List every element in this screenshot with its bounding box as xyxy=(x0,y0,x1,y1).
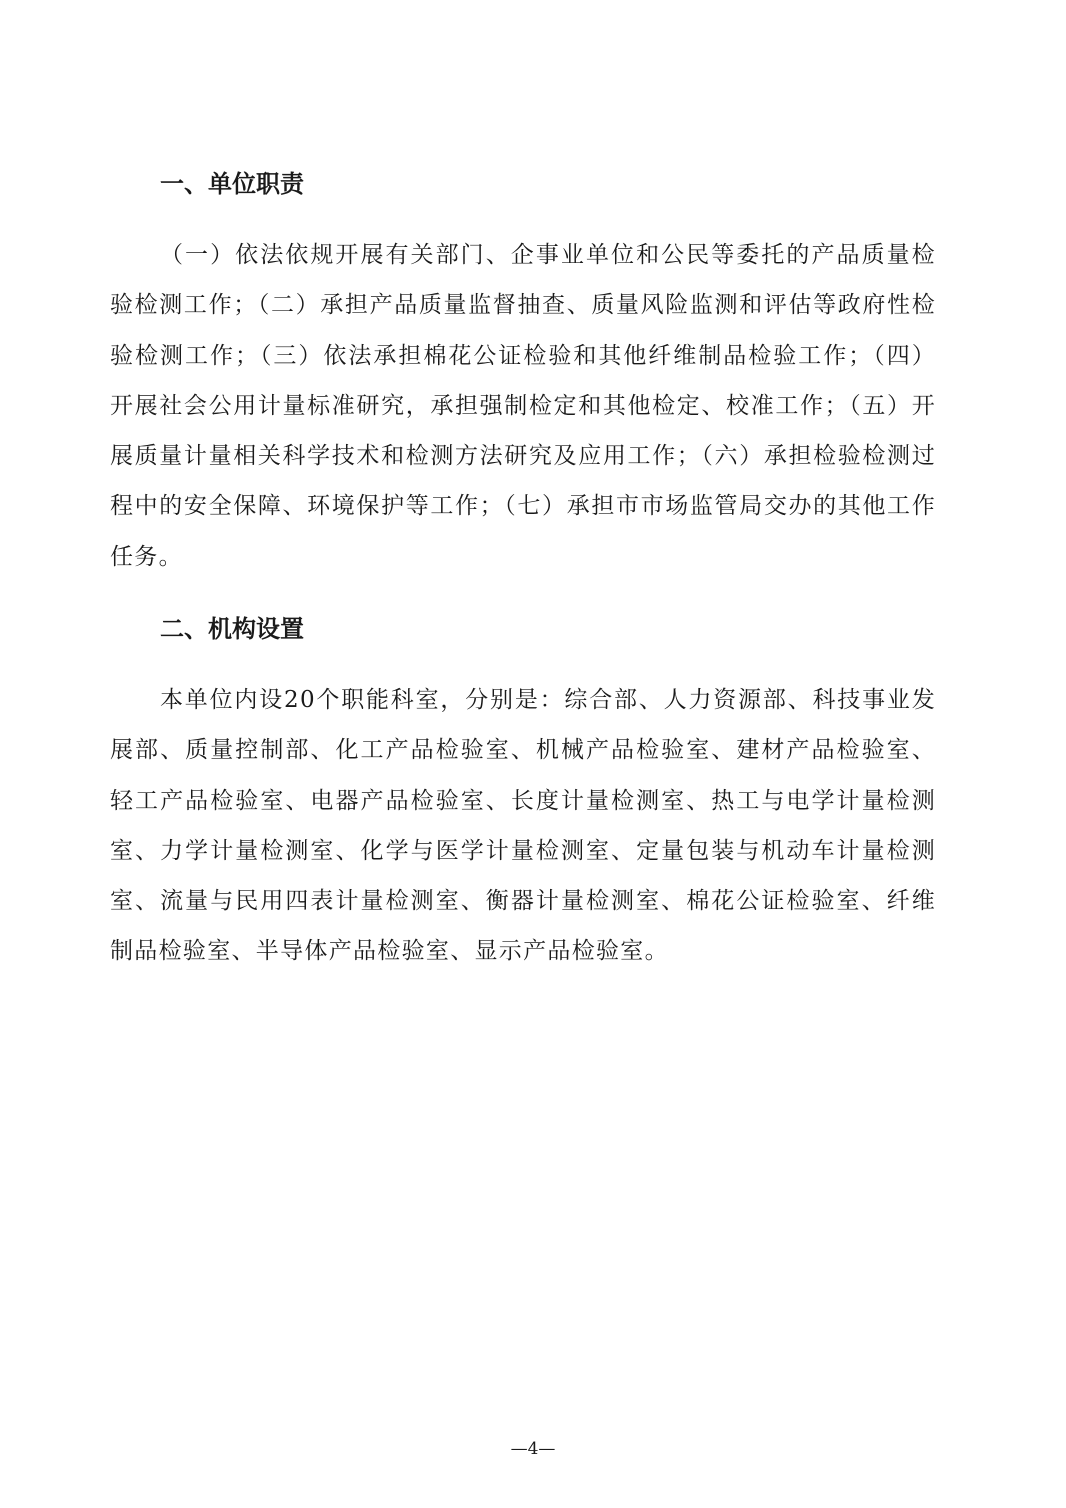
section-heading-organization: 二、机构设置 xyxy=(160,615,304,643)
section-body-responsibilities: （一）依法依规开展有关部门、企事业单位和公民等委托的产品质量检验检测工作；（二）承担产品质量监督抽查、质量风险监测和评估等政府性检验检测工作；（三）依法承担棉花公证检验和其他纤维制品检验工作；（四）开展社会公用计量标准研究，承担强制检定和其他检定、校准工作；（五）开展质量计量相关科学技术和检测方法研究及应用工作；（六）承担检验检测过程中的安全保障、环境保护等工作；（七）承担市市场监管局交办的其他工作任务。 xyxy=(110,242,936,570)
section-body-organization: 本单位内设20个职能科室，分别是：综合部、人力资源部、科技事业发展部、质量控制部、化工产品检验室、机械产品检验室、建材产品检验室、轻工产品检验室、电器产品检验室、长度计量检测室、热工与电学计量检测室、力学计量检测室、化学与医学计量检测室、定量包装与机动车计量检测室、流量与民用四表计量检测室、衡器计量检测室、棉花公证检验室、纤维制品检验室、半导体产品检验室、显示产品检验室。 xyxy=(110,687,936,965)
page-number: —4— xyxy=(510,1439,556,1459)
section-heading-responsibilities: 一、单位职责 xyxy=(160,170,304,198)
